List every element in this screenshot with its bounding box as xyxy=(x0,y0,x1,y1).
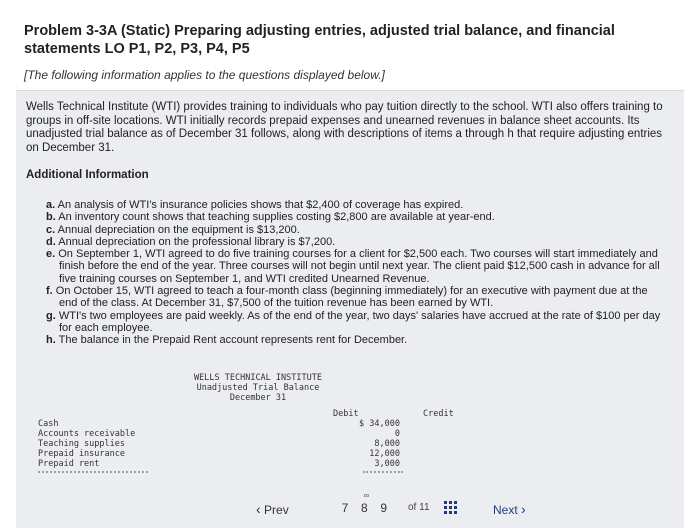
page-link[interactable]: 9 xyxy=(380,501,388,515)
table-row: Prepaid insurance xyxy=(38,449,125,459)
table-cell: 8,000 xyxy=(374,439,400,449)
table-row: Teaching supplies xyxy=(38,439,125,449)
adjustment-items-list xyxy=(46,199,666,347)
statement-date: December 31 xyxy=(229,393,287,403)
truncated-row-fade xyxy=(38,471,148,477)
list-item: b. An inventory count shows that teaching supplies costing $2,800 are available at year-end. xyxy=(46,211,495,224)
current-page[interactable]: ∞ 8 xyxy=(357,501,371,515)
additional-info-heading: Additional Information xyxy=(26,169,149,181)
link-icon: ∞ xyxy=(363,491,370,500)
debit-values xyxy=(338,419,400,469)
list-item: h. The balance in the Prepaid Rent account represents rent for December. xyxy=(46,334,408,347)
list-item: a. An analysis of WTI's insurance policies shows that $2,400 of coverage has expired. xyxy=(46,199,464,211)
list-item: c. Annual depreciation on the equipment is $13,200. xyxy=(46,223,300,236)
truncated-value-fade xyxy=(363,471,403,477)
table-cell: $ 34,000 xyxy=(359,419,400,429)
table-row: Accounts receivable xyxy=(38,429,136,439)
page-link[interactable]: 7 xyxy=(341,501,349,515)
page-navigation xyxy=(0,491,700,527)
chevron-right-icon: › xyxy=(521,501,526,517)
company-name: WELLS TECHNICAL INSTITUTE xyxy=(194,373,322,383)
instruction-note: [The following information applies to the questions displayed below.] xyxy=(24,68,385,82)
list-item: d. Annual depreciation on the professional library is $7,200. xyxy=(46,235,336,248)
table-row: Cash xyxy=(38,419,59,429)
list-item: f. On October 15, WTI agreed to teach a four-month class (beginning immediately) for an executive with payment due at the end of the class. At December 31, $7,500 of the tuition revenue has been earned by WTI. xyxy=(46,285,648,310)
problem-intro: Wells Technical Institute (WTI) provides training to individuals who pay tuition directly to the school. WTI also offers training to groups in off-site locations. WTI initially records prepaid expenses and unearned revenues in balance sheet accounts. Its unadjusted trial balance as of December 31 follows, along with descriptions of items a through h that require adjusting entries on December 31. xyxy=(26,101,663,154)
statement-name: Unadjusted Trial Balance xyxy=(196,383,320,393)
credit-column-header: Credit xyxy=(423,409,454,419)
grid-icon[interactable] xyxy=(444,501,458,515)
list-item: e. On September 1, WTI agreed to do five training courses for a client for $2,500 each. Two courses will start immediately and finish before the end of the year. Three courses will not begin until next year. The client paid $12,500 cash in advance for all five training courses on September 1, and WTI credited Unearned Revenue. xyxy=(46,248,660,285)
unadjusted-trial-balance xyxy=(38,373,468,483)
prev-label: Prev xyxy=(264,503,289,517)
next-label: Next xyxy=(493,503,518,517)
trial-balance-heading xyxy=(178,373,338,403)
problem-content-panel xyxy=(16,90,684,528)
page-numbers xyxy=(338,491,393,515)
table-row: Prepaid rent xyxy=(38,459,100,469)
account-names xyxy=(38,419,135,469)
table-cell: 0 xyxy=(394,429,400,439)
prev-button[interactable] xyxy=(256,501,289,517)
page-count: of 11 xyxy=(408,502,430,513)
table-cell: 3,000 xyxy=(374,459,400,469)
list-item: g. WTI's two employees are paid weekly. As of the end of the year, two days' salaries have accrued at the rate of $100 per day for each employee. xyxy=(46,309,661,334)
chevron-left-icon: ‹ xyxy=(256,501,261,517)
problem-title: Problem 3-3A (Static) Preparing adjusting entries, adjusted trial balance, and financial statements LO P1, P2, P3, P4, P5 xyxy=(24,23,615,57)
table-cell: 12,000 xyxy=(369,449,400,459)
debit-column-header: Debit xyxy=(333,409,359,419)
next-button[interactable] xyxy=(493,501,526,517)
